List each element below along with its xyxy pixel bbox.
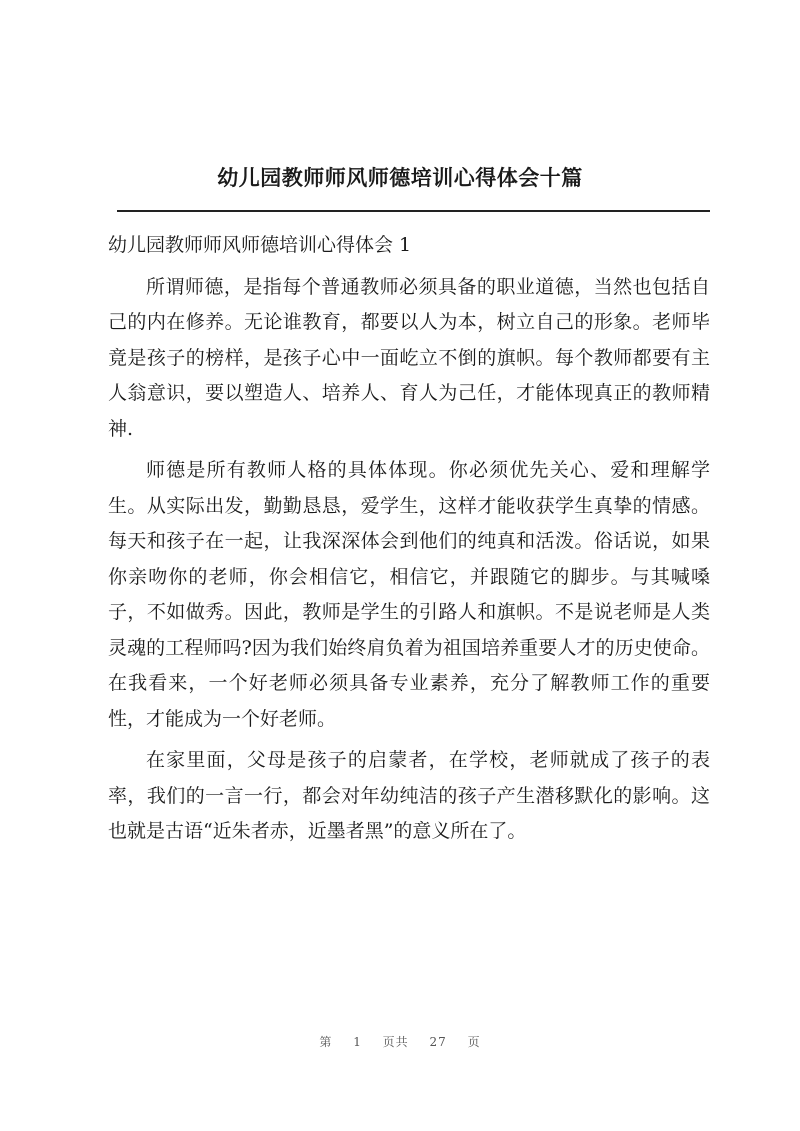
footer-prefix: 第: [319, 1035, 333, 1049]
paragraph-1: 所谓师德，是指每个普通教师必须具备的职业道德，当然也包括自己的内在修养。无论谁教育，都要以人为本，树立自己的形象。老师毕竟是孩子的榜样，是孩子心中一面屹立不倒的旗帜。每个教师都要有主人翁意识，要以塑造人、培养人、育人为己任，才能体现真正的教师精神.: [108, 275, 710, 440]
section-heading: 幼儿园教师师风师德培训心得体会 1: [108, 234, 412, 256]
paragraph-3: 在家里面，父母是孩子的启蒙者，在学校，老师就成了孩子的表率，我们的一言一行，都会对年幼纯洁的孩子产生潜移默化的影响。这也就是古语“近朱者赤，近墨者黑”的意义所在了。: [108, 749, 710, 842]
document-body: [108, 228, 710, 856]
footer-page-number: 1: [353, 1035, 362, 1049]
footer-suffix: 页: [467, 1035, 481, 1049]
title-underline: [117, 210, 710, 212]
document-title: 幼儿园教师师风师德培训心得体会十篇: [217, 165, 583, 190]
page-footer: [0, 1033, 800, 1050]
paragraph-2: 师德是所有教师人格的具体体现。你必须优先关心、爱和理解学生。从实际出发，勤勤恳恳，爱学生，这样才能收获学生真挚的情感。每天和孩子在一起，让我深深体会到他们的纯真和活泼。俗话说，如果你亲吻你的老师，你会相信它，相信它，并跟随它的脚步。与其喊嗓子，不如做秀。因此，教师是学生的引路人和旗帜。不是说老师是人类灵魂的工程师吗?因为我们始终肩负着为祖国培养重要人才的历史使命。在我看来，一个好老师必须具备专业素养，充分了解教师工作的重要性，才能成为一个好老师。: [108, 459, 710, 730]
footer-middle: 页共: [382, 1035, 409, 1049]
footer-total-pages: 27: [429, 1035, 447, 1049]
